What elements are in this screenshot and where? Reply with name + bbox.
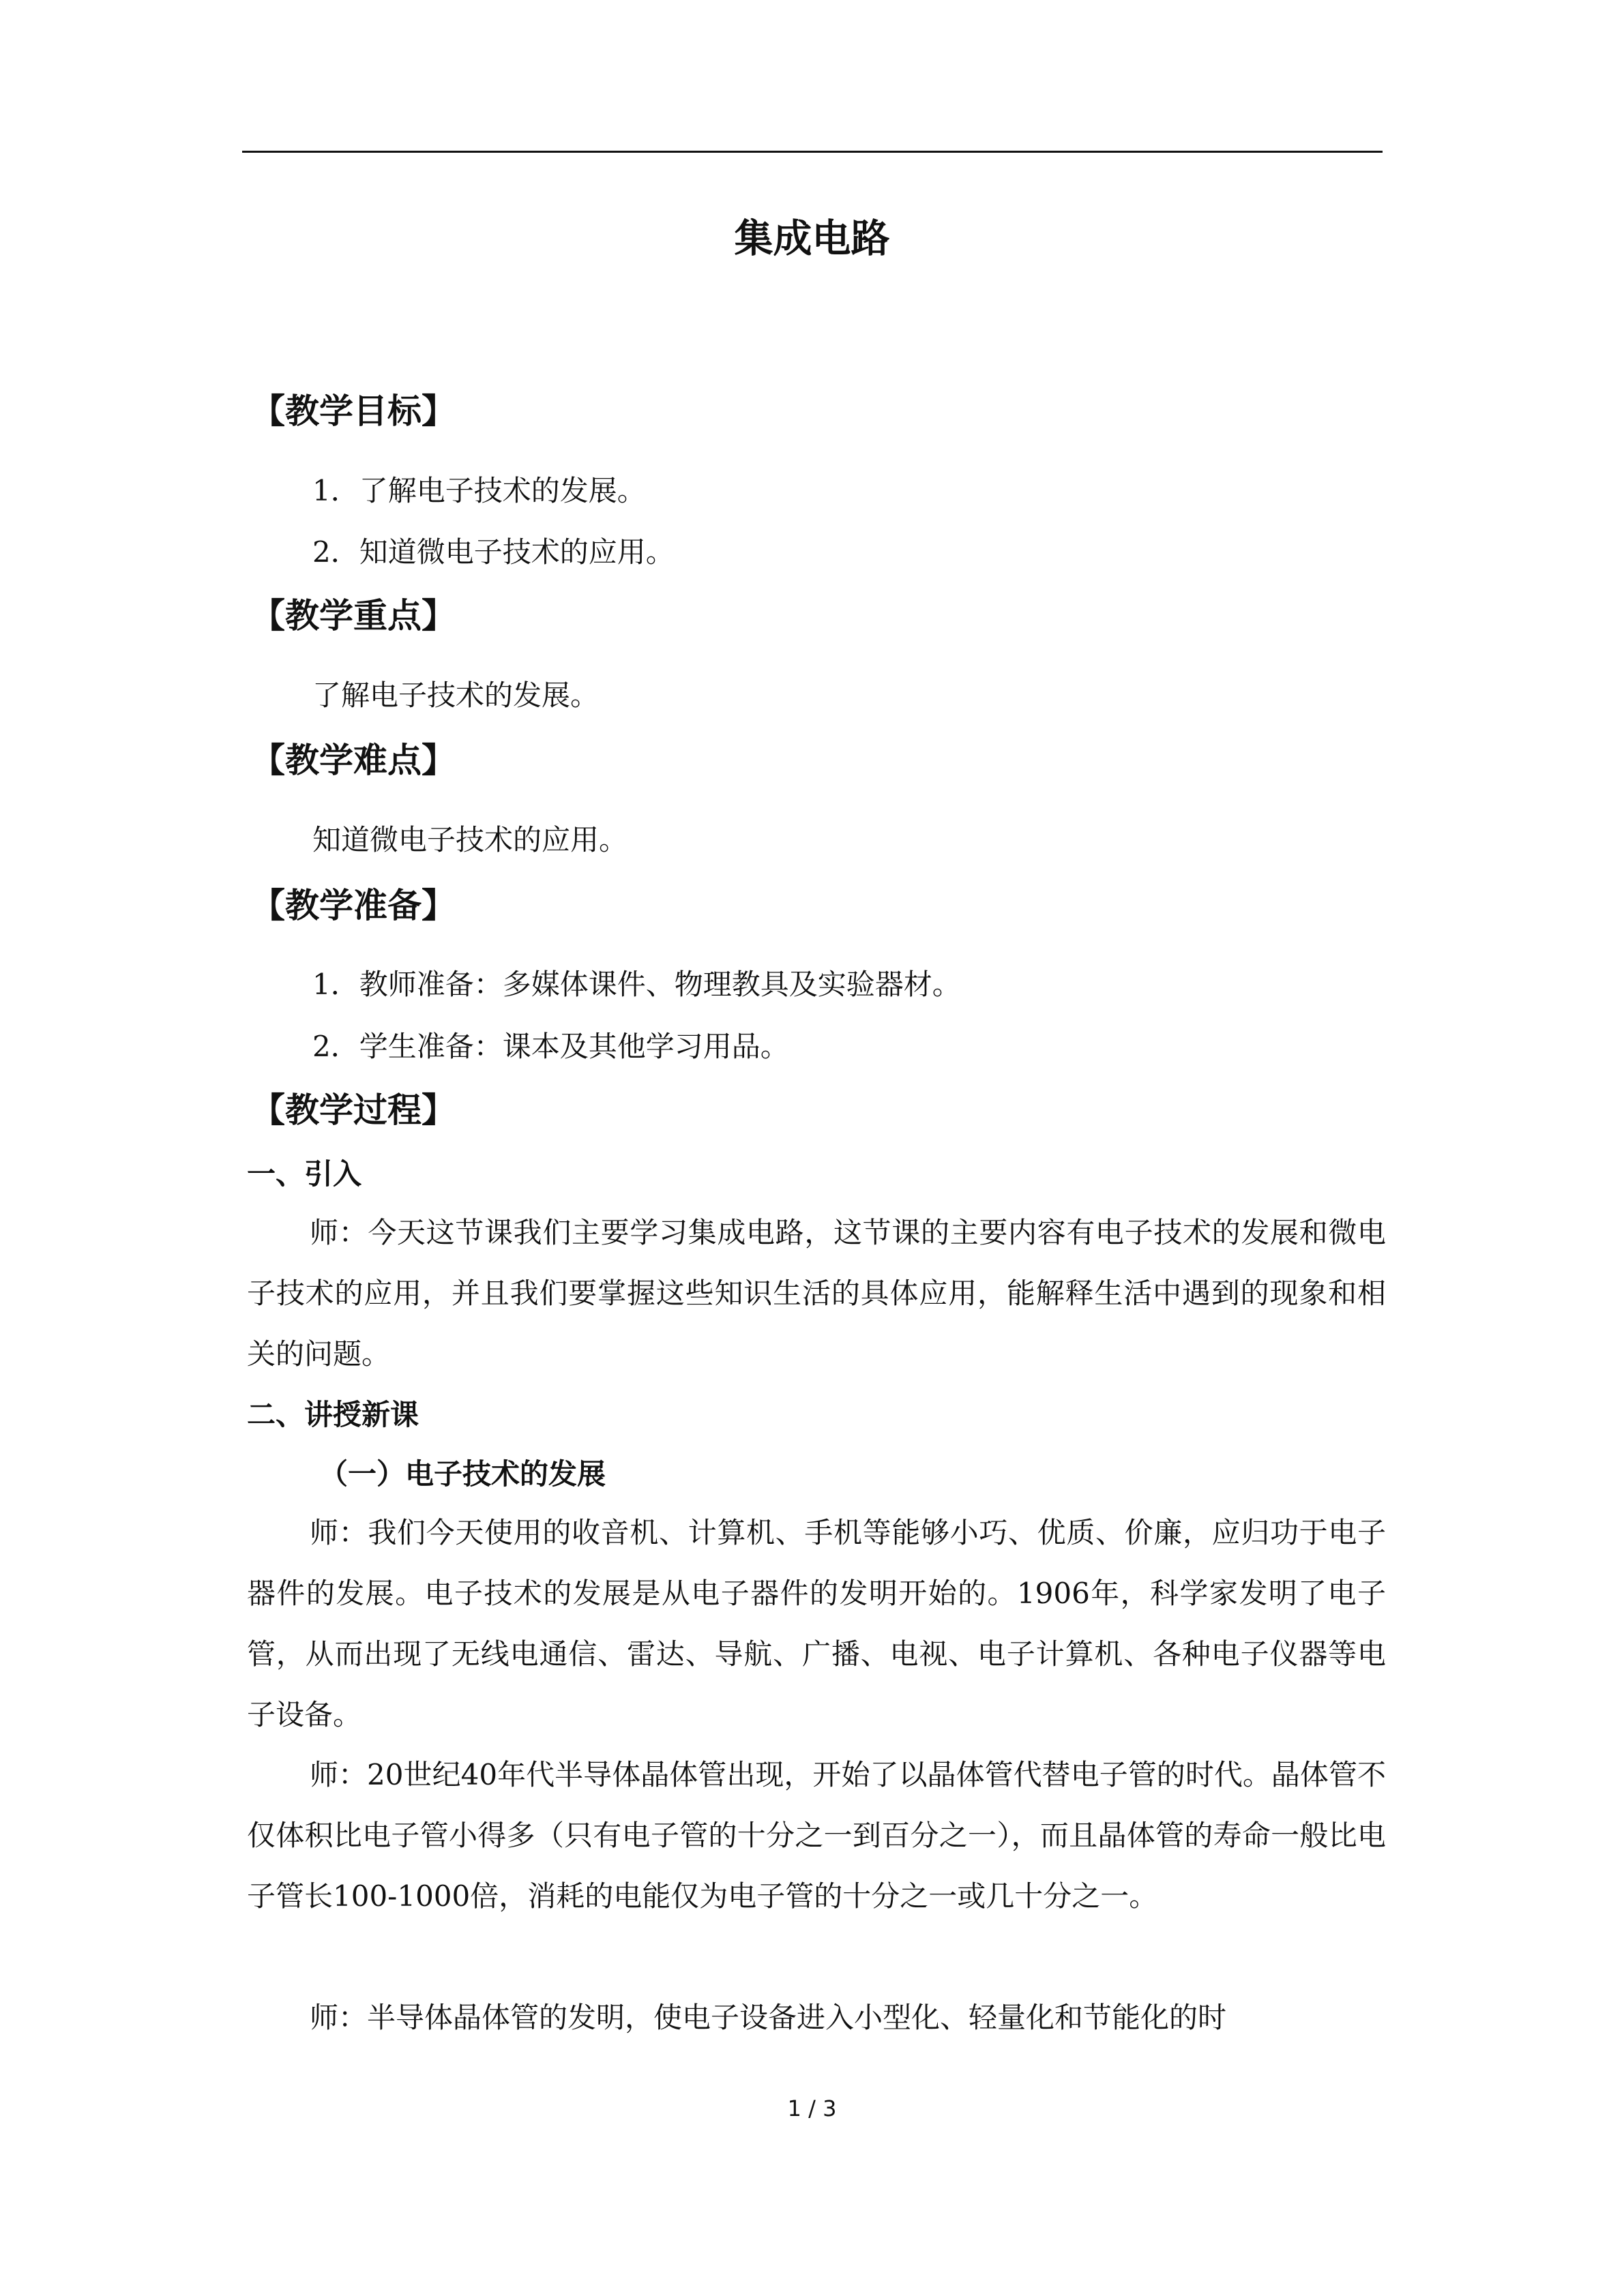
key-points-text: 了解电子技术的发展。 <box>312 679 600 712</box>
subsection-heading-electronics-development: （一）电子技术的发展 <box>319 1457 606 1491</box>
section-heading-objectives: 【教学目标】 <box>251 391 456 431</box>
preparation-item-1: 1．教师准备：多媒体课件、物理教具及实验器材。 <box>312 968 961 1001</box>
section-heading-difficulties: 【教学难点】 <box>251 741 456 780</box>
objective-item-2: 2．知道微电子技术的应用。 <box>312 535 675 569</box>
lesson-paragraph-3: 师：半导体晶体管的发明，使电子设备进入小型化、轻量化和节能化的时 <box>310 2001 1227 2034</box>
objective-item-1: 1．了解电子技术的发展。 <box>312 474 646 507</box>
lesson-paragraph-2: 师：20世纪40年代半导体晶体管出现，开始了以晶体管代替电子管的时代。晶体管不仅体积比电子管小得多（只有电子管的十分之一到百分之一），而且晶体管的寿命一般比电子管长100-1000倍，消耗的电能仅为电子管的十分之一或几十分之一。 <box>247 1758 1386 1913</box>
section-heading-process: 【教学过程】 <box>251 1090 456 1130</box>
header-rule <box>242 151 1383 153</box>
section-heading-key-points: 【教学重点】 <box>251 596 456 636</box>
preparation-item-2: 2．学生准备：课本及其他学习用品。 <box>312 1030 789 1063</box>
difficulties-text: 知道微电子技术的应用。 <box>312 823 628 856</box>
intro-paragraph: 师：今天这节课我们主要学习集成电路，这节课的主要内容有电子技术的发展和微电子技术的应用，并且我们要掌握这些知识生活的具体应用，能解释生活中遇到的现象和相关的问题。 <box>247 1216 1386 1371</box>
lesson-paragraph-1: 师：我们今天使用的收音机、计算机、手机等能够小巧、优质、价廉，应归功于电子器件的发展。电子技术的发展是从电子器件的发明开始的。1906年，科学家发明了电子管，从而出现了无线电通信、雷达、导航、广播、电视、电子计算机、各种电子仪器等电子设备。 <box>247 1516 1386 1731</box>
page-number: 1 / 3 <box>787 2096 837 2121</box>
new-lesson-heading: 二、讲授新课 <box>247 1398 419 1431</box>
intro-heading: 一、引入 <box>247 1157 362 1191</box>
section-heading-preparation: 【教学准备】 <box>251 886 456 925</box>
page-title: 集成电路 <box>734 216 890 261</box>
